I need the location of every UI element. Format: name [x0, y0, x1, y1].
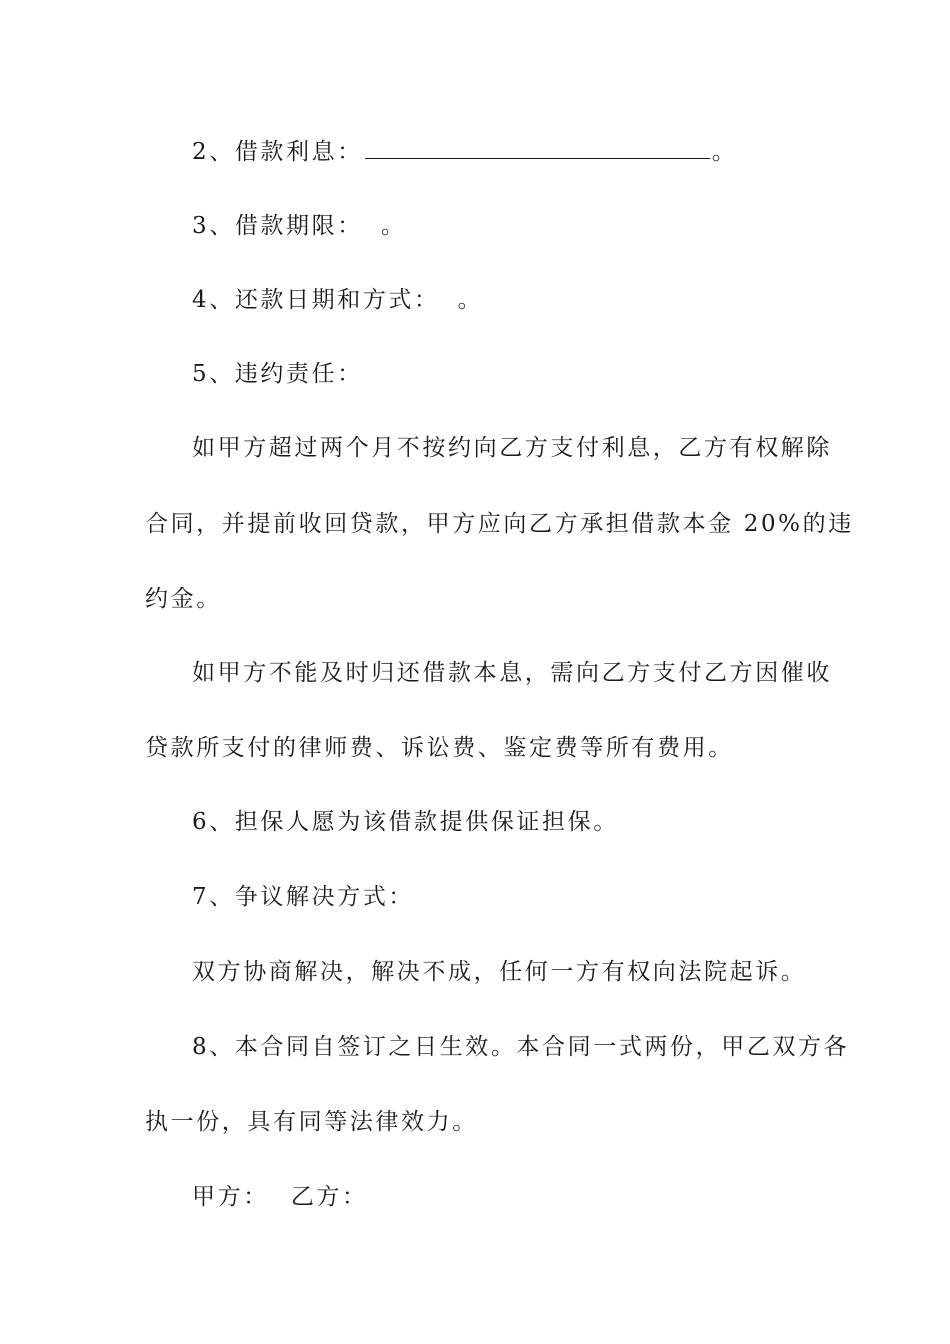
party-b-label: 乙方：: [290, 1184, 368, 1210]
item-7-heading: 7、争议解决方式：: [192, 884, 415, 910]
item-8-line1: 8、本合同自签订之日生效。本合同一式两份，甲乙双方各: [192, 1034, 850, 1060]
item-8-line2: 执一份，具有同等法律效力。: [145, 1109, 478, 1135]
item-7-body: 双方协商解决，解决不成，任何一方有权向法院起诉。: [192, 959, 807, 985]
item-5-para1-line3: 约金。: [145, 586, 222, 612]
item-2-line: [0, 136, 950, 168]
item-4-line: [0, 284, 950, 316]
item-5-para1-line1: 如甲方超过两个月不按约向乙方支付利息，乙方有权解除: [192, 435, 832, 461]
item-4-end: 。: [457, 287, 484, 313]
interest-blank: [365, 136, 710, 159]
item-5-para2-line1: 如甲方不能及时归还借款本息，需向乙方支付乙方因催收: [192, 660, 832, 686]
signature-line: [0, 1181, 950, 1213]
item-2-end: 。: [711, 139, 738, 165]
item-3-label: 3、借款期限：: [192, 213, 363, 239]
item-3-line: [0, 210, 950, 242]
item-4-label: 4、还款日期和方式：: [192, 287, 440, 313]
item-6-text: 6、担保人愿为该借款提供保证担保。: [192, 809, 619, 835]
item-5-heading: 5、违约责任：: [192, 361, 363, 387]
item-5-para1-line2: 合同，并提前收回贷款，甲方应向乙方承担借款本金 20%的违: [145, 511, 854, 537]
item-3-end: 。: [380, 213, 407, 239]
party-a-label: 甲方：: [192, 1184, 269, 1210]
item-2-label: 2、借款利息：: [192, 139, 363, 165]
item-5-para2-line2: 贷款所支付的律师费、诉讼费、鉴定费等所有费用。: [145, 735, 734, 761]
